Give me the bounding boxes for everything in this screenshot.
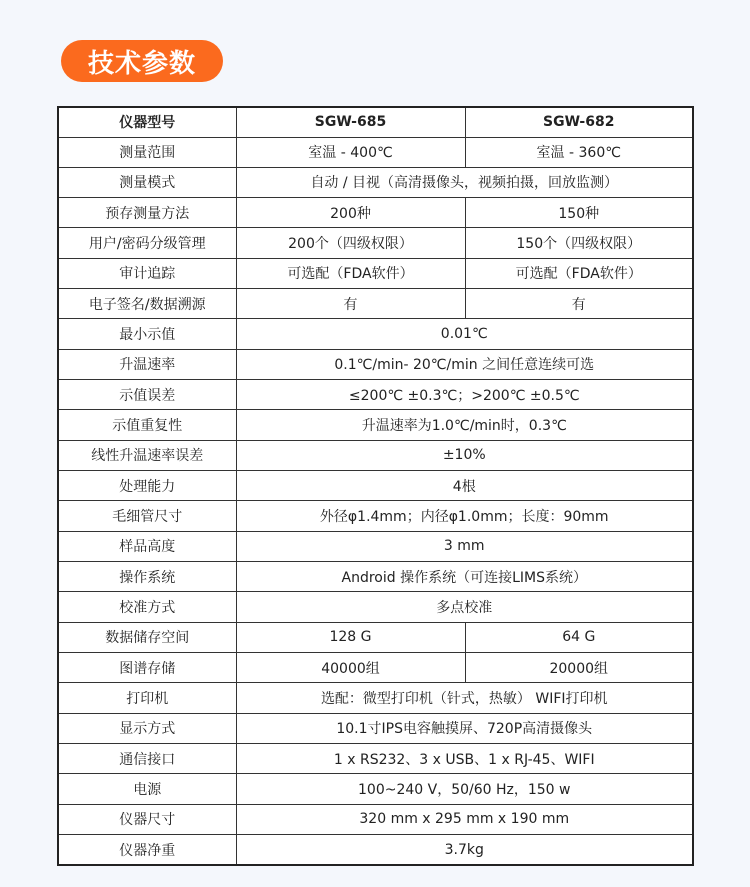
- table-row: [58, 804, 693, 834]
- row-value: 10.1寸IPS电容触摸屏、720P高清摄像头: [236, 713, 693, 743]
- header-model-a: SGW-685: [236, 107, 465, 137]
- table-row: [58, 744, 693, 774]
- row-value: 3 mm: [236, 531, 693, 561]
- table-row: [58, 622, 693, 652]
- row-value-model-b: 150种: [465, 198, 693, 228]
- row-label: 用户/密码分级管理: [58, 228, 236, 258]
- row-label: 毛细管尺寸: [58, 501, 236, 531]
- table-row: [58, 835, 693, 865]
- row-value: 多点校准: [236, 592, 693, 622]
- table-row: [58, 471, 693, 501]
- row-value: ±10%: [236, 440, 693, 470]
- row-value-model-a: 200个（四级权限）: [236, 228, 465, 258]
- row-value-model-a: 室温 - 400℃: [236, 137, 465, 167]
- row-label: 处理能力: [58, 471, 236, 501]
- row-value: ≤200℃ ±0.3℃；>200℃ ±0.5℃: [236, 380, 693, 410]
- row-value: 0.01℃: [236, 319, 693, 349]
- row-value-model-b: 室温 - 360℃: [465, 137, 693, 167]
- header-model-b: SGW-682: [465, 107, 693, 137]
- table-row: [58, 410, 693, 440]
- row-label: 图谱存储: [58, 653, 236, 683]
- row-label: 样品高度: [58, 531, 236, 561]
- row-value-model-b: 64 G: [465, 622, 693, 652]
- row-value-model-a: 40000组: [236, 653, 465, 683]
- row-value-model-a: 200种: [236, 198, 465, 228]
- row-value: 4根: [236, 471, 693, 501]
- table-row: [58, 683, 693, 713]
- row-value: 0.1℃/min- 20℃/min 之间任意连续可选: [236, 349, 693, 379]
- table-row: [58, 531, 693, 561]
- row-label: 审计追踪: [58, 258, 236, 288]
- table-row: [58, 713, 693, 743]
- row-label: 打印机: [58, 683, 236, 713]
- row-value-model-b: 可选配（FDA软件）: [465, 258, 693, 288]
- table-header-row: [58, 107, 693, 137]
- row-value: 100~240 V，50/60 Hz，150 w: [236, 774, 693, 804]
- table-row: [58, 774, 693, 804]
- table-row: [58, 198, 693, 228]
- row-value: 1 x RS232、3 x USB、1 x RJ-45、WIFI: [236, 744, 693, 774]
- row-value: 320 mm x 295 mm x 190 mm: [236, 804, 693, 834]
- row-value: 选配：微型打印机（针式，热敏） WIFI打印机: [236, 683, 693, 713]
- row-label: 示值误差: [58, 380, 236, 410]
- table-row: [58, 167, 693, 197]
- table-row: [58, 653, 693, 683]
- section-title: 技术参数: [61, 40, 223, 82]
- row-label: 线性升温速率误差: [58, 440, 236, 470]
- row-value: 外径φ1.4mm；内径φ1.0mm；长度：90mm: [236, 501, 693, 531]
- header-label: 仪器型号: [58, 107, 236, 137]
- row-value-model-a: 可选配（FDA软件）: [236, 258, 465, 288]
- row-label: 仪器净重: [58, 835, 236, 865]
- row-label: 最小示值: [58, 319, 236, 349]
- row-value-model-a: 128 G: [236, 622, 465, 652]
- row-value-model-b: 有: [465, 289, 693, 319]
- row-label: 校准方式: [58, 592, 236, 622]
- row-value: Android 操作系统（可连接LIMS系统）: [236, 562, 693, 592]
- row-label: 测量范围: [58, 137, 236, 167]
- row-label: 数据储存空间: [58, 622, 236, 652]
- table-row: [58, 501, 693, 531]
- row-value: 升温速率为1.0℃/min时，0.3℃: [236, 410, 693, 440]
- row-label: 电源: [58, 774, 236, 804]
- table-row: [58, 319, 693, 349]
- row-value: 自动 / 目视（高清摄像头，视频拍摄，回放监测）: [236, 167, 693, 197]
- table-row: [58, 380, 693, 410]
- row-label: 电子签名/数据溯源: [58, 289, 236, 319]
- row-value: 3.7kg: [236, 835, 693, 865]
- table-row: [58, 592, 693, 622]
- spec-table: [57, 106, 694, 866]
- row-value-model-b: 20000组: [465, 653, 693, 683]
- row-label: 操作系统: [58, 562, 236, 592]
- row-label: 升温速率: [58, 349, 236, 379]
- row-label: 仪器尺寸: [58, 804, 236, 834]
- row-label: 预存测量方法: [58, 198, 236, 228]
- table-row: [58, 228, 693, 258]
- row-label: 通信接口: [58, 744, 236, 774]
- table-row: [58, 349, 693, 379]
- table-row: [58, 137, 693, 167]
- row-label: 示值重复性: [58, 410, 236, 440]
- row-value-model-b: 150个（四级权限）: [465, 228, 693, 258]
- row-label: 显示方式: [58, 713, 236, 743]
- row-value-model-a: 有: [236, 289, 465, 319]
- row-label: 测量模式: [58, 167, 236, 197]
- table-row: [58, 562, 693, 592]
- table-row: [58, 289, 693, 319]
- table-row: [58, 258, 693, 288]
- table-row: [58, 440, 693, 470]
